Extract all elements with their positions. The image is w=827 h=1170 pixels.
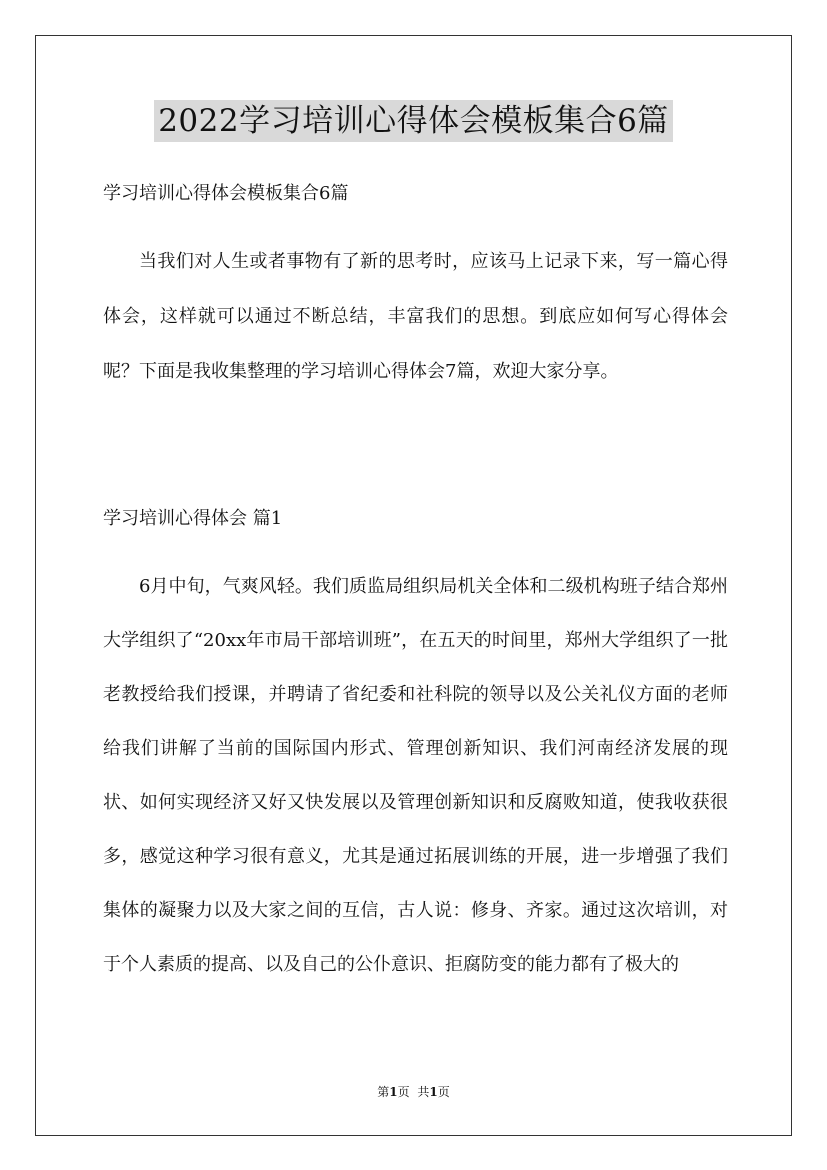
section-body-paragraph: 6月中旬，气爽风轻。我们质监局组织局机关全体和二级机构班子结合郑州大学组织了“20xx年市局干部培训班”，在五天的时间里，郑州大学组织了一批老教授给我们授课，并聘请了省纪委和社科院的领导以及公关礼仪方面的老师给我们讲解了当前的国际国内形式、管理创新知识、我们河南经济发展的现状、如何实现经济又好又快发展以及管理创新知识和反腐败知道，使我收获很多，感觉这种学习很有意义，尤其是通过拓展训练的开展，进一步增强了我们集体的凝聚力以及大家之间的互信，古人说：修身、齐家。通过这次培训，对于个人素质的提高、以及自己的公仆意识、拒腐防变的能力都有了极大的 — [103, 576, 728, 975]
document-subtitle: 学习培训心得体会模板集合6篇 — [103, 183, 349, 204]
page-footer — [0, 1083, 827, 1101]
document-title: 2022学习培训心得体会模板集合6篇 — [154, 100, 673, 142]
footer-page-number: 1 — [389, 1085, 398, 1099]
footer-total-suffix: 页 — [437, 1085, 450, 1099]
footer-page-prefix: 第 — [377, 1085, 390, 1099]
title-container — [0, 100, 827, 142]
footer-total-number: 1 — [429, 1085, 438, 1099]
footer-page-suffix: 页 — [397, 1085, 410, 1099]
section-heading: 学习培训心得体会 篇1 — [103, 508, 283, 529]
intro-paragraph: 当我们对人生或者事物有了新的思考时，应该马上记录下来，写一篇心得体会，这样就可以通过不断总结，丰富我们的思想。到底应如何写心得体会呢？下面是我收集整理的学习培训心得体会7篇，欢迎大家分享。 — [103, 251, 728, 382]
footer-total-prefix: 共 — [417, 1085, 430, 1099]
